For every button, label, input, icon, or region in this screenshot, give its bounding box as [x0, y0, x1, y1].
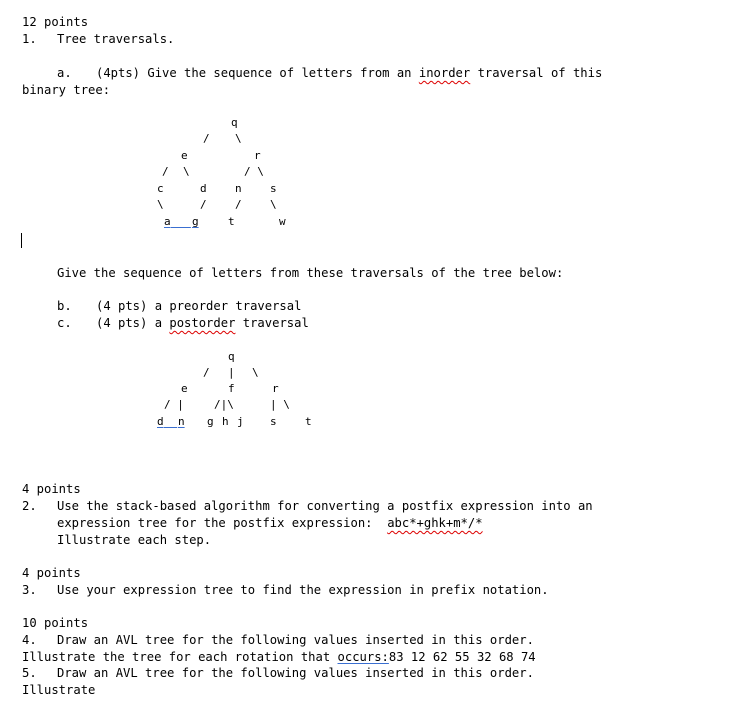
q2-line3: Illustrate each step. [57, 533, 212, 547]
occurs-word: occurs: [337, 650, 389, 664]
q2-line2: expression tree for the postfix expression: abc*+ghk+m*/* [57, 516, 483, 530]
q5-line1: Draw an AVL tree for the following values inserted in this order. [57, 666, 534, 680]
q4-line1: Draw an AVL tree for the following values inserted in this order. [57, 633, 534, 647]
tree1-node-e: e [181, 149, 188, 162]
tree1-node-t: t [228, 215, 235, 228]
q2-number: 2. [22, 499, 37, 513]
tree2-link [164, 414, 177, 429]
tree2-edge: /|\ [214, 398, 234, 411]
q4-points: 10 points [22, 616, 89, 630]
q1-title: Tree traversals. [57, 32, 175, 46]
tree2-node-e: e [181, 382, 188, 395]
tree1-node-r: r [254, 149, 261, 162]
tree2-edge: | [228, 366, 235, 379]
tree2-node-h: h [222, 415, 229, 428]
tree2-node-n: n [178, 415, 185, 428]
tree2-edge: / | [164, 398, 184, 411]
tree1-edge: \ [270, 198, 277, 211]
tree1-edge: / [203, 132, 210, 145]
text-cursor [21, 233, 22, 248]
tree2-edge: | \ [270, 398, 290, 411]
q5-number: 5. [22, 666, 37, 680]
postfix-expression: abc*+ghk+m*/* [387, 516, 483, 530]
tree1-node-d: d [200, 182, 207, 195]
q3-number: 3. [22, 583, 37, 597]
tree1-node-s: s [270, 182, 277, 195]
tree1-edge: / \ [244, 165, 264, 178]
tree2-node-r: r [272, 382, 279, 395]
tree1-node-a: a [164, 215, 171, 228]
tree2-edge: / [203, 366, 210, 379]
q1a-text-line2: binary tree: [22, 83, 111, 97]
tree1-edge: / [235, 198, 242, 211]
q1-points: 12 points [22, 15, 89, 29]
tree1-edge: \ [235, 132, 242, 145]
q1a-text: (4pts) Give the sequence of letters from an inorder traversal of this [96, 66, 603, 80]
q2-line1: Use the stack-based algorithm for converting a postfix expression into an [57, 499, 593, 513]
tree1-edge: / [200, 198, 207, 211]
q1-number: 1. [22, 32, 37, 46]
q4-line2: Illustrate the tree for each rotation that occurs:83 12 62 55 32 68 74 [22, 650, 536, 664]
tree2-node-t: t [305, 415, 312, 428]
postorder-word: postorder [169, 316, 236, 330]
tree1-node-w: w [279, 215, 286, 228]
tree1-link [171, 214, 191, 229]
tree2-node-g: g [207, 415, 214, 428]
tree1-edge: / [162, 165, 169, 178]
tree1-node-n: n [235, 182, 242, 195]
q1b-text: (4 pts) a preorder traversal [96, 299, 302, 313]
tree1-edge: \ [157, 198, 164, 211]
q4-number: 4. [22, 633, 37, 647]
tree1-node-c: c [157, 182, 164, 195]
q5-line2: Illustrate [22, 683, 96, 697]
tree1-node-g: g [192, 215, 199, 228]
tree2-node-j: j [237, 415, 244, 428]
tree1-node-q: q [231, 116, 238, 129]
inorder-word: inorder [418, 66, 471, 80]
tree2-node-s: s [270, 415, 277, 428]
tree2-node-f: f [228, 382, 235, 395]
tree2-node-q: q [228, 350, 235, 363]
q1a-label: a. [57, 66, 72, 80]
q3-text: Use your expression tree to find the expression in prefix notation. [57, 583, 549, 597]
tree2-edge: \ [252, 366, 259, 379]
q2-points: 4 points [22, 482, 81, 496]
give-sequence-text: Give the sequence of letters from these traversals of the tree below: [57, 266, 564, 280]
q3-points: 4 points [22, 566, 81, 580]
q1b-label: b. [57, 299, 72, 313]
q1c-label: c. [57, 316, 72, 330]
tree1-edge: \ [183, 165, 190, 178]
q1c-text: (4 pts) a postorder traversal [96, 316, 309, 330]
tree2-node-d: d [157, 415, 164, 428]
